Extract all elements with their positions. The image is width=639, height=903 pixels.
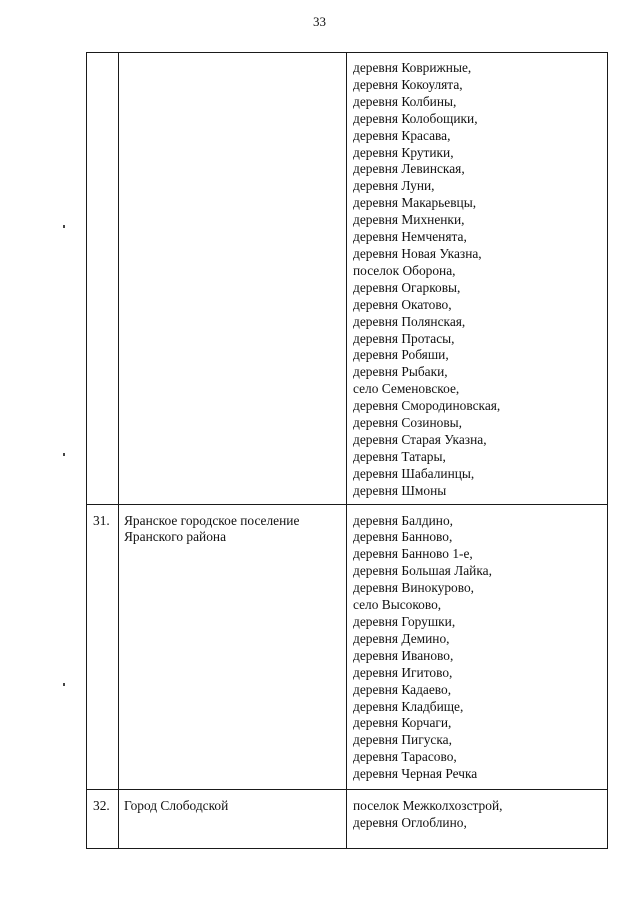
settlement-item: деревня Балдино, <box>353 512 454 528</box>
municipality-name: Яранское городское поселение Яранского района <box>119 504 347 790</box>
settlement-item: деревня Михненки, <box>353 212 465 228</box>
settlement-item: деревня Красава, <box>353 127 451 143</box>
settlement-item: деревня Демино, <box>353 630 450 646</box>
settlement-item: деревня Тарасово, <box>353 749 457 765</box>
settlement-list <box>347 790 608 849</box>
settlement-item: село Высоково, <box>353 597 442 613</box>
settlement-list <box>347 53 608 505</box>
row-number: 32. <box>87 790 119 849</box>
row-number <box>87 53 119 505</box>
settlement-item: деревня Луни, <box>353 178 435 194</box>
settlement-item: деревня Колобощики, <box>353 110 478 126</box>
settlement-list <box>347 504 608 790</box>
settlements-table <box>86 52 608 849</box>
settlement-item: деревня Левинская, <box>353 161 465 177</box>
municipality-name: Город Слободской <box>119 790 347 849</box>
settlement-item: поселок Межколхозстрой, <box>353 798 503 814</box>
settlement-item: деревня Корчаги, <box>353 715 452 731</box>
margin-mark <box>63 225 65 228</box>
settlement-item: деревня Иваново, <box>353 647 454 663</box>
settlement-item: село Семеновское, <box>353 381 460 397</box>
settlement-item: деревня Смородиновская, <box>353 398 501 414</box>
settlement-item: деревня Кокоулята, <box>353 76 463 92</box>
settlement-item: деревня Колбины, <box>353 93 457 109</box>
settlement-item: деревня Винокурово, <box>353 580 475 596</box>
settlement-item: деревня Новая Указна, <box>353 245 482 261</box>
municipality-name <box>119 53 347 505</box>
settlement-item: деревня Оглоблино, <box>353 814 467 830</box>
settlement-item: деревня Крутики, <box>353 144 454 160</box>
settlement-item: деревня Большая Лайка, <box>353 563 492 579</box>
settlement-item: деревня Огарковы, <box>353 279 461 295</box>
settlement-item: деревня Кадаево, <box>353 681 452 697</box>
settlement-item: деревня Макарьевцы, <box>353 195 477 211</box>
settlement-item: деревня Робяши, <box>353 347 449 363</box>
settlement-item: деревня Банново, <box>353 529 453 545</box>
settlement-item: деревня Татары, <box>353 448 446 464</box>
settlement-item: деревня Старая Указна, <box>353 431 487 447</box>
settlement-item: деревня Кладбище, <box>353 698 464 714</box>
settlement-item: деревня Черная Речка <box>353 766 478 782</box>
settlement-item: деревня Созиновы, <box>353 415 463 431</box>
margin-mark <box>63 453 65 456</box>
row-number: 31. <box>87 504 119 790</box>
settlement-item: деревня Коврижные, <box>353 60 472 75</box>
table-row <box>87 53 608 505</box>
settlement-item: деревня Пигуска, <box>353 732 452 748</box>
settlement-item: деревня Банново 1-е, <box>353 546 473 562</box>
margin-mark <box>63 683 65 686</box>
table-row <box>87 790 608 849</box>
settlement-item: деревня Протасы, <box>353 330 455 346</box>
settlement-item: деревня Горушки, <box>353 614 456 629</box>
page-number: 33 <box>313 14 326 29</box>
settlement-item: деревня Игитово, <box>353 664 453 680</box>
settlement-item: деревня Полянская, <box>353 313 466 329</box>
settlement-item: деревня Рыбаки, <box>353 364 448 380</box>
settlement-item: деревня Немченята, <box>353 229 467 245</box>
table-row <box>87 504 608 790</box>
settlement-item: деревня Шмоны <box>353 482 447 498</box>
settlement-item: поселок Оборона, <box>353 262 456 278</box>
settlement-item: деревня Шабалинцы, <box>353 465 475 481</box>
settlement-item: деревня Окатово, <box>353 296 452 312</box>
